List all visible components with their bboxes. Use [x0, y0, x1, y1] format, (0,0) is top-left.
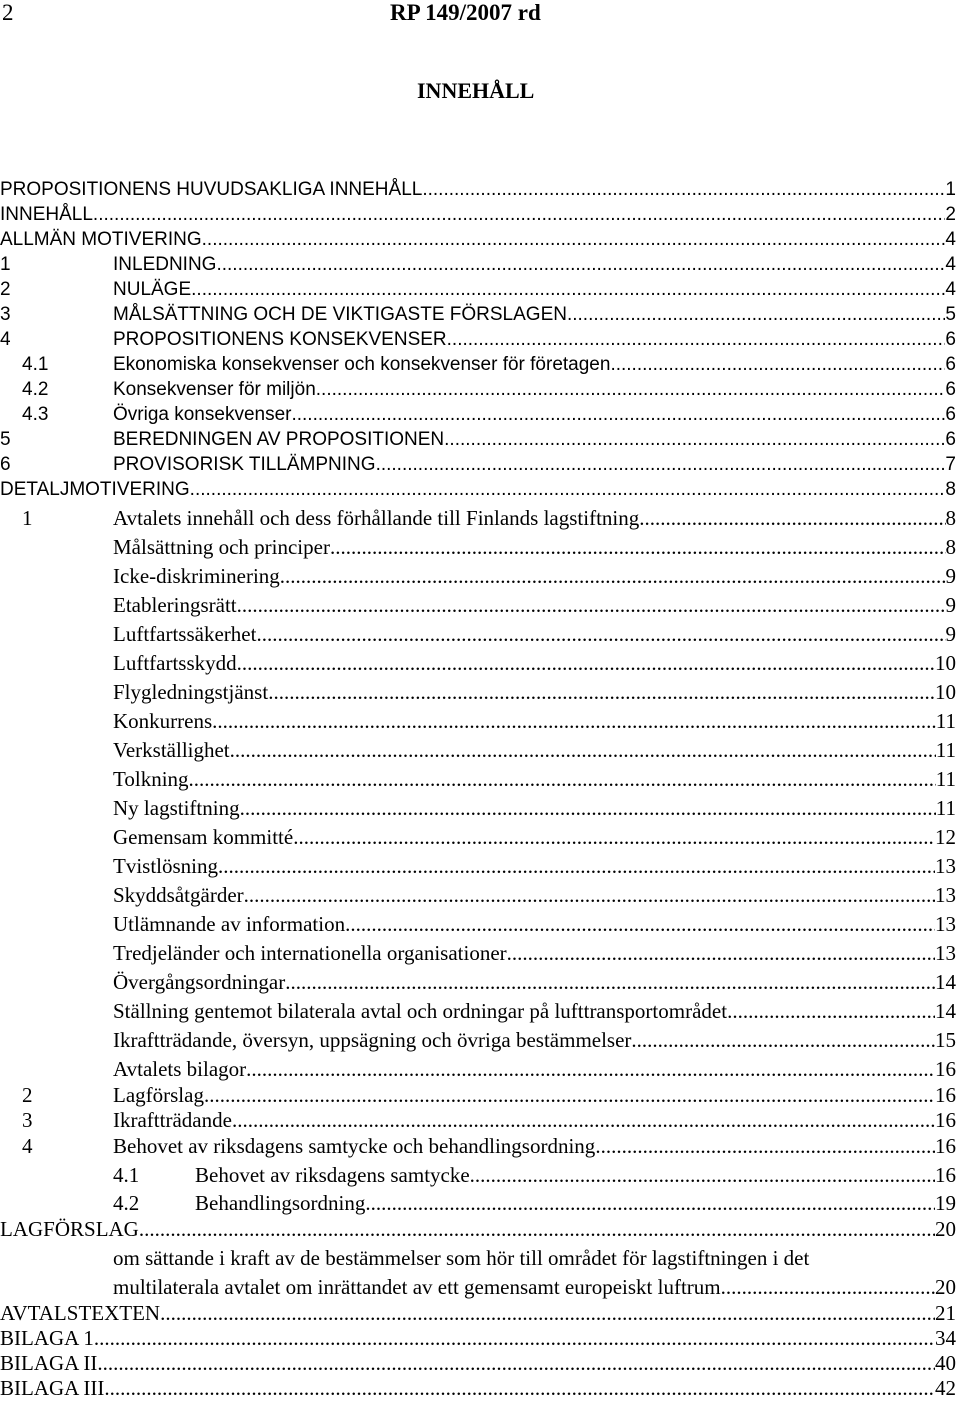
toc-entry[interactable] — [113, 593, 956, 618]
toc-entry-page: 15 — [935, 1028, 956, 1052]
toc-entry-page: 9 — [945, 564, 956, 588]
toc-entry-number: 2 — [22, 1083, 33, 1107]
toc-entry-label: Utlämnande av information — [113, 912, 346, 936]
toc-entry-number: 3 — [0, 304, 11, 325]
toc-entry-label: Lagförslag — [113, 1083, 204, 1107]
toc-dot-leader — [365, 1191, 935, 1216]
toc-entry-number: 4 — [22, 1134, 33, 1158]
toc-entry-page: 13 — [935, 883, 956, 907]
toc-dot-leader — [291, 403, 945, 427]
toc-entry-label: Behovet av riksdagens samtycke — [195, 1163, 470, 1187]
toc-dot-leader — [189, 767, 936, 792]
toc-entry[interactable] — [113, 796, 956, 821]
toc-entry[interactable] — [113, 999, 956, 1024]
toc-dot-leader — [268, 680, 935, 705]
toc-dot-leader — [93, 203, 946, 227]
toc-entry-label: Tredjeländer och internationella organisationer — [113, 941, 507, 965]
toc-entry-label: Behandlingsordning — [195, 1191, 366, 1215]
toc-entry[interactable] — [113, 883, 956, 908]
toc-dot-leader — [204, 1083, 935, 1108]
toc-dot-leader — [94, 1326, 935, 1351]
toc-dot-leader — [376, 453, 946, 477]
toc-entry[interactable] — [0, 1351, 956, 1376]
toc-dot-leader — [447, 328, 946, 352]
toc-entry-page: 13 — [935, 941, 956, 965]
toc-entry-label: Luftfartssäkerhet — [113, 622, 257, 646]
toc-dot-leader — [202, 228, 946, 252]
toc-entry[interactable] — [113, 564, 956, 589]
toc-entry[interactable] — [113, 428, 956, 452]
toc-entry[interactable] — [113, 738, 956, 763]
toc-dot-leader — [639, 506, 945, 531]
toc-entry-page: 11 — [935, 796, 956, 820]
toc-entry-label: Ny lagstiftning — [113, 796, 240, 820]
toc-entry[interactable] — [113, 912, 956, 937]
toc-entry-label: Avtalets bilagor — [113, 1057, 247, 1081]
toc-entry-label: Verkställighet — [113, 738, 230, 762]
toc-entry-label: Behovet av riksdagens samtycke och behandlingsordning — [113, 1134, 596, 1158]
toc-dot-leader — [256, 622, 945, 647]
toc-entry-label: MÅLSÄTTNING OCH DE VIKTIGASTE FÖRSLAGEN — [113, 304, 567, 325]
toc-entry[interactable] — [113, 378, 956, 402]
toc-dot-leader — [160, 1301, 935, 1326]
toc-entry-label: LAGFÖRSLAG — [0, 1217, 139, 1241]
toc-entry[interactable] — [0, 478, 956, 502]
toc-entry-number: 4.2 — [22, 379, 49, 400]
toc-entry-label: Ekonomiska konsekvenser och konsekvenser för företagen — [113, 354, 611, 375]
toc-dot-leader — [631, 1028, 935, 1053]
toc-entry-label: ALLMÄN MOTIVERING — [0, 229, 202, 250]
toc-entry-number: 5 — [0, 429, 11, 450]
toc-entry[interactable] — [113, 767, 956, 792]
toc-entry[interactable] — [113, 1275, 956, 1300]
toc-entry-page: 14 — [935, 970, 956, 994]
page-number: 2 — [2, 0, 14, 25]
toc-entry-label: NULÄGE — [113, 279, 192, 300]
toc-entry-page: 8 — [945, 506, 956, 530]
toc-dot-leader — [316, 378, 946, 402]
toc-entry[interactable] — [0, 203, 956, 227]
toc-entry-page: 11 — [935, 767, 956, 791]
toc-entry-page: 13 — [935, 854, 956, 878]
toc-dot-leader — [232, 1108, 935, 1133]
toc-entry-page: 1 — [945, 179, 956, 200]
toc-entry-label: BILAGA III — [0, 1376, 105, 1400]
toc-entry-number: 1 — [0, 254, 11, 275]
toc-entry[interactable] — [113, 303, 956, 327]
toc-entry[interactable] — [113, 535, 956, 560]
toc-entry[interactable] — [113, 941, 956, 966]
toc-dot-leader — [507, 941, 935, 966]
toc-entry[interactable] — [113, 278, 956, 302]
toc-entry-page: 20 — [935, 1217, 956, 1241]
toc-dot-leader — [191, 278, 945, 302]
toc-dot-leader — [567, 303, 945, 327]
toc-entry[interactable] — [0, 1301, 956, 1326]
toc-entry-page: 16 — [935, 1134, 956, 1158]
toc-entry[interactable] — [0, 228, 956, 252]
toc-entry[interactable] — [113, 328, 956, 352]
toc-entry-page: 20 — [935, 1275, 956, 1299]
toc-dot-leader — [727, 999, 935, 1024]
toc-entry[interactable] — [113, 970, 956, 995]
toc-entry[interactable] — [113, 353, 956, 377]
toc-dot-leader — [285, 970, 935, 995]
toc-entry-page: 9 — [945, 622, 956, 646]
toc-entry-page: 16 — [935, 1163, 956, 1187]
toc-entry-label: Etableringsrätt — [113, 593, 237, 617]
toc-entry-page: 6 — [945, 379, 956, 400]
toc-entry-number: 4 — [0, 329, 11, 350]
toc-entry[interactable] — [113, 651, 956, 676]
toc-entry[interactable] — [0, 1217, 956, 1242]
toc-entry[interactable] — [195, 1163, 956, 1188]
toc-entry[interactable] — [195, 1191, 956, 1216]
toc-entry[interactable] — [113, 622, 956, 647]
toc-entry-page: 6 — [945, 329, 956, 350]
toc-entry[interactable] — [113, 854, 956, 879]
toc-entry-label: Tvistlösning — [113, 854, 219, 878]
toc-entry-page: 7 — [945, 454, 956, 475]
toc-dot-leader — [97, 1351, 935, 1376]
toc-entry[interactable] — [0, 1376, 956, 1401]
toc-entry-number: 4.3 — [22, 404, 49, 425]
toc-entry-page: 6 — [945, 429, 956, 450]
toc-entry-number: 4.1 — [113, 1163, 140, 1187]
toc-entry-label: Ikraftträdande — [113, 1108, 232, 1132]
toc-entry[interactable] — [113, 709, 956, 734]
toc-dot-leader — [345, 912, 935, 937]
toc-entry-page: 21 — [935, 1301, 956, 1325]
toc-entry-label: Skyddsåtgärder — [113, 883, 244, 907]
toc-dot-leader — [444, 428, 945, 452]
toc-entry-page: 11 — [935, 709, 956, 733]
toc-entry-label: Övergångsordningar — [113, 970, 286, 994]
toc-entry-label: Ikraftträdande, översyn, uppsägning och övriga bestämmelser — [113, 1028, 632, 1052]
toc-entry-page: 19 — [935, 1191, 956, 1215]
toc-dot-leader — [610, 353, 945, 377]
toc-entry-label: Konkurrens — [113, 709, 213, 733]
toc-dot-leader — [330, 535, 946, 560]
toc-entry-label: PROPOSITIONENS KONSEKVENSER — [113, 329, 447, 350]
toc-entry-label: Konsekvenser för miljön — [113, 379, 316, 400]
toc-entry-page: 6 — [945, 354, 956, 375]
toc-dot-leader — [293, 825, 935, 850]
toc-entry[interactable] — [113, 1083, 956, 1108]
toc-entry-page: 4 — [945, 279, 956, 300]
toc-entry-label: Gemensam kommitté — [113, 825, 294, 849]
toc-entry[interactable] — [113, 506, 956, 531]
toc-entry-number: 6 — [0, 454, 11, 475]
toc-entry-label: INLEDNING — [113, 254, 217, 275]
toc-entry-label: DETALJMOTIVERING — [0, 479, 190, 500]
toc-dot-leader — [422, 178, 945, 202]
toc-dot-leader — [212, 709, 936, 734]
toc-entry-page: 34 — [935, 1326, 956, 1350]
toc-entry-page: 8 — [945, 535, 956, 559]
toc-entry-page: 16 — [935, 1083, 956, 1107]
toc-entry[interactable] — [0, 1326, 956, 1351]
toc-entry-page: 42 — [935, 1376, 956, 1400]
toc-entry-label: BEREDNINGEN AV PROPOSITIONEN — [113, 429, 445, 450]
toc-entry[interactable] — [113, 453, 956, 477]
toc-entry-page: 12 — [935, 825, 956, 849]
toc-entry-page: 16 — [935, 1057, 956, 1081]
toc-entry-page: 4 — [945, 229, 956, 250]
toc-entry-label: multilaterala avtalet om inrättandet av ett gemensamt europeiskt luftrum — [113, 1275, 721, 1299]
toc-entry-label: PROVISORISK TILLÄMPNING — [113, 454, 376, 475]
toc-entry-label: Ställning gentemot bilaterala avtal och ordningar på lufttransportområdet — [113, 999, 728, 1023]
toc-entry-page: 4 — [945, 254, 956, 275]
toc-entry-label: AVTALSTEXTEN — [0, 1301, 161, 1325]
toc-dot-leader — [244, 883, 935, 908]
toc-dot-leader — [280, 564, 946, 589]
toc-dot-leader — [721, 1275, 935, 1300]
toc-entry[interactable] — [113, 680, 956, 705]
toc-entry-page: 6 — [945, 404, 956, 425]
toc-entry-number: 2 — [0, 279, 11, 300]
toc-entry-label: PROPOSITIONENS HUVUDSAKLIGA INNEHÅLL — [0, 179, 423, 200]
toc-entry[interactable] — [0, 178, 956, 202]
toc-dot-leader — [190, 478, 946, 502]
toc-entry-page: 5 — [945, 304, 956, 325]
toc-entry-page: 14 — [935, 999, 956, 1023]
toc-entry-number: 3 — [22, 1108, 33, 1132]
toc-entry-label: Övriga konsekvenser — [113, 404, 292, 425]
toc-entry[interactable] — [113, 1028, 956, 1053]
toc-dot-leader — [104, 1376, 935, 1401]
toc-dot-leader — [237, 593, 946, 618]
toc-entry-page: 16 — [935, 1108, 956, 1132]
toc-entry-label: BILAGA 1 — [0, 1326, 94, 1350]
toc-entry-label: Luftfartsskydd — [113, 651, 237, 675]
toc-dot-leader — [240, 796, 936, 821]
toc-entry-page: 11 — [935, 738, 956, 762]
toc-entry-number: 1 — [22, 506, 33, 530]
toc-entry[interactable] — [113, 1108, 956, 1133]
toc-dot-leader — [595, 1134, 935, 1159]
toc-entry-page: 8 — [945, 479, 956, 500]
toc-entry-label: Icke-diskriminering — [113, 564, 280, 588]
toc-entry-page: 13 — [935, 912, 956, 936]
toc-entry-label: Målsättning och principer — [113, 535, 330, 559]
toc-entry[interactable] — [113, 253, 956, 277]
toc-entry-label: Flygledningstjänst — [113, 680, 269, 704]
toc-entry-page: 9 — [945, 593, 956, 617]
toc-entry[interactable] — [113, 825, 956, 850]
toc-entry-label: INNEHÅLL — [0, 204, 93, 225]
toc-dot-leader — [470, 1163, 935, 1188]
toc-heading: INNEHÅLL — [417, 78, 535, 103]
toc-entry-page: 40 — [935, 1351, 956, 1375]
toc-entry-continuation: om sättande i kraft av de bestämmelser som hör till området för lagstiftningen i det — [113, 1246, 810, 1270]
toc-dot-leader — [218, 854, 935, 879]
toc-entry-number: 4.1 — [22, 354, 49, 375]
toc-entry-label: BILAGA II — [0, 1351, 98, 1375]
toc-entry[interactable] — [113, 1134, 956, 1159]
toc-entry-page: 2 — [945, 204, 956, 225]
toc-entry[interactable] — [113, 1057, 956, 1082]
toc-entry-label: Avtalets innehåll och dess förhållande till Finlands lagstiftning — [113, 506, 640, 530]
toc-entry-page: 10 — [935, 651, 956, 675]
toc-dot-leader — [246, 1057, 935, 1082]
toc-dot-leader — [139, 1217, 935, 1242]
toc-entry-number: 4.2 — [113, 1191, 140, 1215]
toc-entry-page: 10 — [935, 680, 956, 704]
document-id: RP 149/2007 rd — [390, 0, 541, 25]
toc-entry[interactable] — [113, 403, 956, 427]
toc-dot-leader — [237, 651, 935, 676]
toc-entry-label: Tolkning — [113, 767, 189, 791]
toc-dot-leader — [216, 253, 945, 277]
toc-dot-leader — [230, 738, 936, 763]
